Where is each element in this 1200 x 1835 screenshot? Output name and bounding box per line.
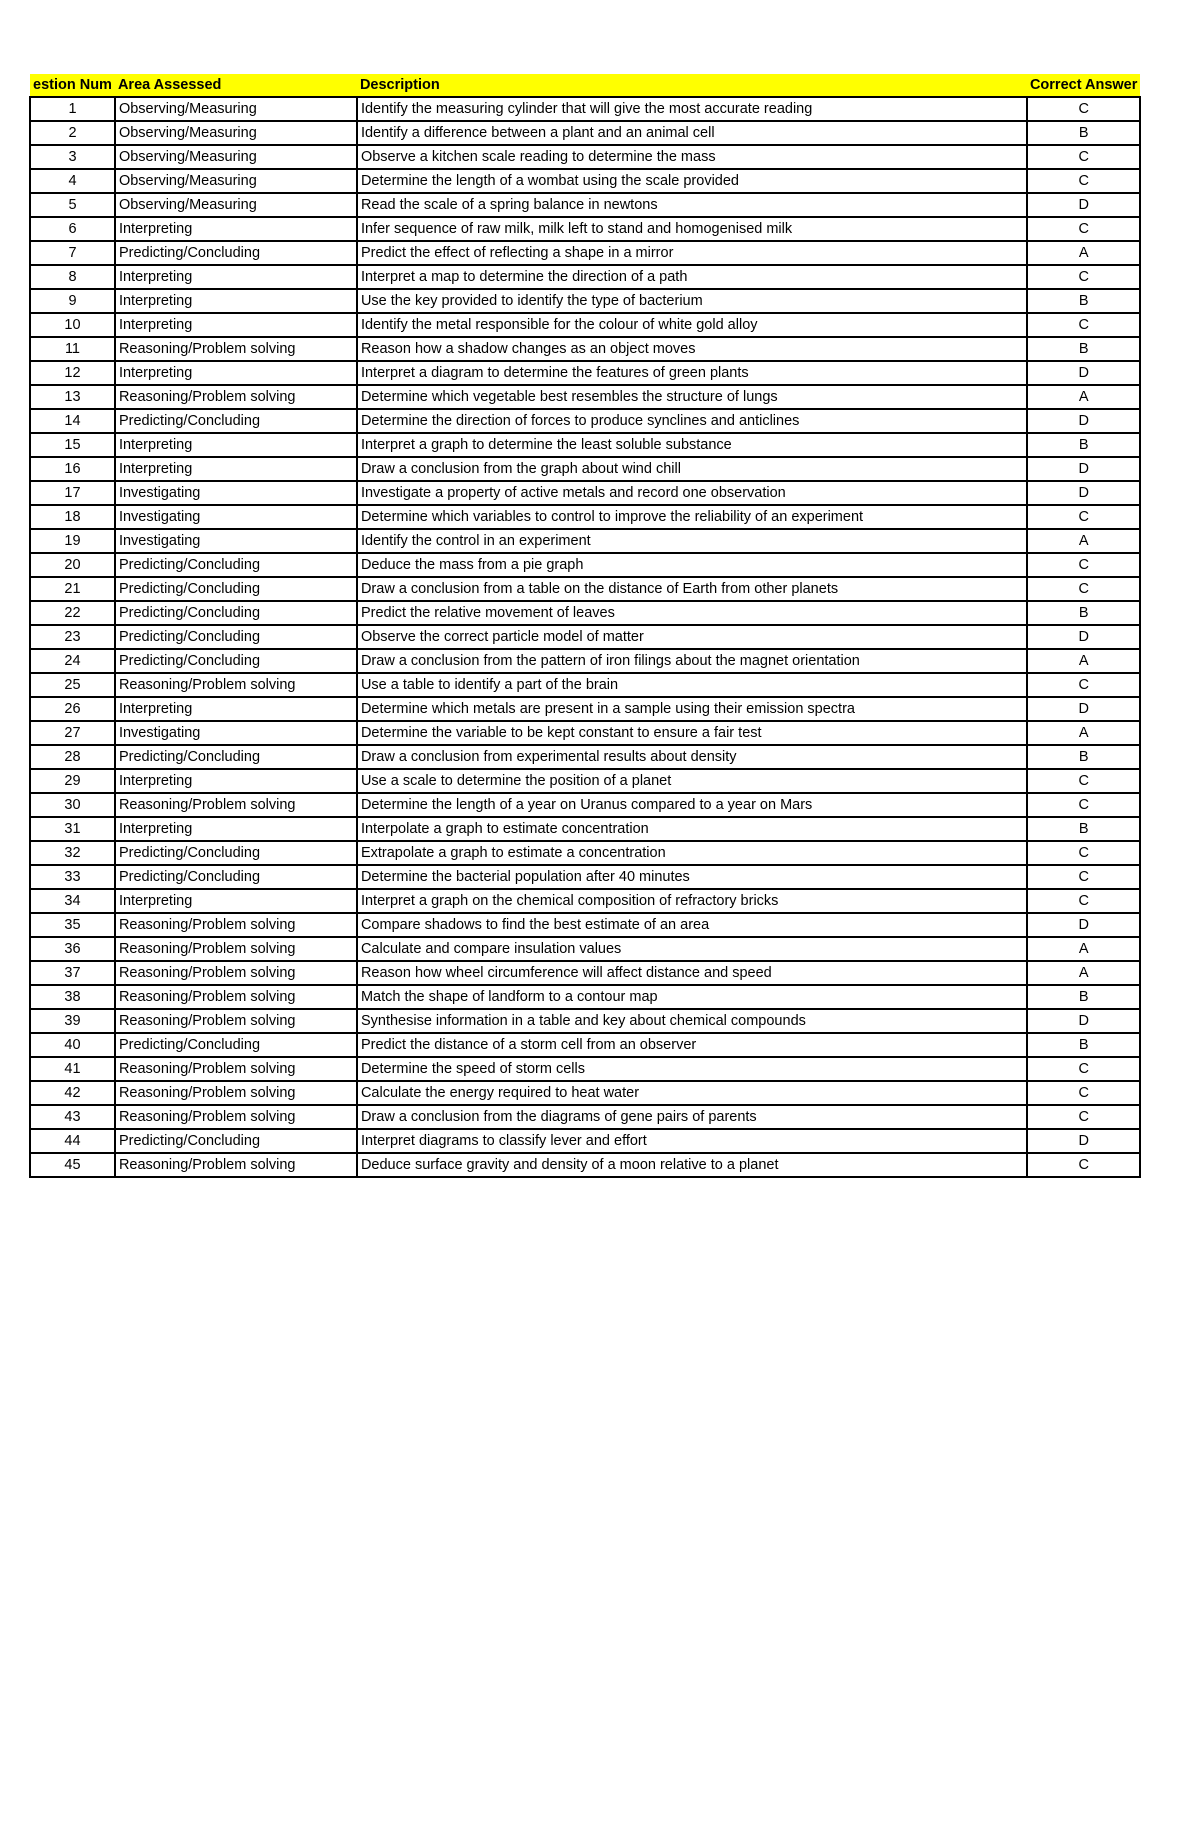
table-row [30, 289, 1140, 313]
correct-answer-cell[interactable]: D [1027, 1129, 1140, 1153]
area-assessed-cell[interactable]: Reasoning/Problem solving [115, 1153, 357, 1177]
correct-answer-cell[interactable]: A [1027, 721, 1140, 745]
question-number-cell[interactable]: 45 [30, 1153, 115, 1177]
description-cell[interactable]: Investigate a property of active metals and record one observation [357, 481, 1027, 505]
question-number-cell[interactable]: 39 [30, 1009, 115, 1033]
correct-answer-cell[interactable]: C [1027, 889, 1140, 913]
correct-answer-cell[interactable]: D [1027, 625, 1140, 649]
area-assessed-cell[interactable]: Predicting/Concluding [115, 241, 357, 265]
description-cell[interactable]: Reason how a shadow changes as an object moves [357, 337, 1027, 361]
question-number-cell[interactable]: 36 [30, 937, 115, 961]
table-row [30, 601, 1140, 625]
area-assessed-cell[interactable]: Predicting/Concluding [115, 409, 357, 433]
description-cell[interactable]: Identify the measuring cylinder that will give the most accurate reading [357, 97, 1027, 121]
question-number-cell[interactable]: 35 [30, 913, 115, 937]
question-number-cell[interactable]: 17 [30, 481, 115, 505]
correct-answer-cell[interactable]: C [1027, 169, 1140, 193]
correct-answer-cell[interactable]: C [1027, 769, 1140, 793]
correct-answer-cell[interactable]: C [1027, 265, 1140, 289]
description-cell[interactable]: Identify the metal responsible for the colour of white gold alloy [357, 313, 1027, 337]
area-assessed-cell[interactable]: Investigating [115, 721, 357, 745]
table-row [30, 577, 1140, 601]
question-number-cell[interactable]: 12 [30, 361, 115, 385]
correct-answer-cell[interactable]: A [1027, 961, 1140, 985]
table-row [30, 625, 1140, 649]
description-cell[interactable]: Observe a kitchen scale reading to determine the mass [357, 145, 1027, 169]
description-cell[interactable]: Synthesise information in a table and key about chemical compounds [357, 1009, 1027, 1033]
table-row [30, 793, 1140, 817]
area-assessed-cell[interactable]: Predicting/Concluding [115, 649, 357, 673]
area-assessed-cell[interactable]: Predicting/Concluding [115, 1129, 357, 1153]
description-cell[interactable]: Use the key provided to identify the type of bacterium [357, 289, 1027, 313]
area-assessed-cell[interactable]: Reasoning/Problem solving [115, 337, 357, 361]
table-row [30, 673, 1140, 697]
description-cell[interactable]: Deduce surface gravity and density of a moon relative to a planet [357, 1153, 1027, 1177]
area-assessed-cell[interactable]: Interpreting [115, 817, 357, 841]
description-cell[interactable]: Compare shadows to find the best estimate of an area [357, 913, 1027, 937]
table-row [30, 985, 1140, 1009]
correct-answer-cell[interactable]: D [1027, 913, 1140, 937]
area-assessed-cell[interactable]: Predicting/Concluding [115, 841, 357, 865]
area-assessed-cell[interactable]: Investigating [115, 529, 357, 553]
description-cell[interactable]: Identify a difference between a plant and an animal cell [357, 121, 1027, 145]
description-cell[interactable]: Calculate and compare insulation values [357, 937, 1027, 961]
answer-key-table [29, 74, 1141, 1178]
area-assessed-cell[interactable]: Investigating [115, 481, 357, 505]
table-row [30, 649, 1140, 673]
area-assessed-cell[interactable]: Observing/Measuring [115, 193, 357, 217]
question-number-cell[interactable]: 20 [30, 553, 115, 577]
correct-answer-cell[interactable]: C [1027, 577, 1140, 601]
question-number-cell[interactable]: 40 [30, 1033, 115, 1057]
area-assessed-cell[interactable]: Predicting/Concluding [115, 553, 357, 577]
correct-answer-cell[interactable]: A [1027, 385, 1140, 409]
question-number-cell[interactable]: 33 [30, 865, 115, 889]
description-cell[interactable]: Determine which vegetable best resembles the structure of lungs [357, 385, 1027, 409]
question-number-cell[interactable]: 42 [30, 1081, 115, 1105]
correct-answer-cell[interactable]: C [1027, 1105, 1140, 1129]
correct-answer-cell[interactable]: C [1027, 841, 1140, 865]
question-number-cell[interactable]: 4 [30, 169, 115, 193]
correct-answer-cell[interactable]: B [1027, 817, 1140, 841]
description-cell[interactable]: Determine which variables to control to improve the reliability of an experiment [357, 505, 1027, 529]
table-row [30, 409, 1140, 433]
header-area-assessed[interactable]: Area Assessed [115, 74, 357, 97]
question-number-cell[interactable]: 30 [30, 793, 115, 817]
table-row [30, 1129, 1140, 1153]
table-row [30, 889, 1140, 913]
question-number-cell[interactable]: 6 [30, 217, 115, 241]
area-assessed-cell[interactable]: Predicting/Concluding [115, 625, 357, 649]
table-body [30, 97, 1140, 1177]
table-row [30, 481, 1140, 505]
area-assessed-cell[interactable]: Reasoning/Problem solving [115, 673, 357, 697]
correct-answer-cell[interactable]: A [1027, 241, 1140, 265]
description-cell[interactable]: Interpret diagrams to classify lever and effort [357, 1129, 1027, 1153]
area-assessed-cell[interactable]: Interpreting [115, 769, 357, 793]
correct-answer-cell[interactable]: C [1027, 217, 1140, 241]
correct-answer-cell[interactable]: B [1027, 121, 1140, 145]
area-assessed-cell[interactable]: Predicting/Concluding [115, 601, 357, 625]
table-row [30, 505, 1140, 529]
description-cell[interactable]: Determine the length of a year on Uranus compared to a year on Mars [357, 793, 1027, 817]
area-assessed-cell[interactable]: Predicting/Concluding [115, 865, 357, 889]
header-row-group [30, 74, 1140, 97]
description-cell[interactable]: Interpolate a graph to estimate concentration [357, 817, 1027, 841]
area-assessed-cell[interactable]: Interpreting [115, 457, 357, 481]
description-cell[interactable]: Predict the distance of a storm cell from an observer [357, 1033, 1027, 1057]
question-number-cell[interactable]: 34 [30, 889, 115, 913]
area-assessed-cell[interactable]: Interpreting [115, 433, 357, 457]
table-row [30, 217, 1140, 241]
table-row [30, 1153, 1140, 1177]
area-assessed-cell[interactable]: Observing/Measuring [115, 145, 357, 169]
area-assessed-cell[interactable]: Reasoning/Problem solving [115, 985, 357, 1009]
question-number-cell[interactable]: 2 [30, 121, 115, 145]
question-number-cell[interactable]: 3 [30, 145, 115, 169]
correct-answer-cell[interactable]: B [1027, 289, 1140, 313]
question-number-cell[interactable]: 28 [30, 745, 115, 769]
table-row [30, 865, 1140, 889]
description-cell[interactable]: Match the shape of landform to a contour map [357, 985, 1027, 1009]
table-row [30, 529, 1140, 553]
question-number-cell[interactable]: 14 [30, 409, 115, 433]
correct-answer-cell[interactable]: C [1027, 505, 1140, 529]
question-number-cell[interactable]: 31 [30, 817, 115, 841]
correct-answer-cell[interactable]: D [1027, 1009, 1140, 1033]
table-row [30, 841, 1140, 865]
description-cell[interactable]: Draw a conclusion from the graph about wind chill [357, 457, 1027, 481]
description-cell[interactable]: Extrapolate a graph to estimate a concentration [357, 841, 1027, 865]
description-cell[interactable]: Deduce the mass from a pie graph [357, 553, 1027, 577]
description-cell[interactable]: Determine the length of a wombat using the scale provided [357, 169, 1027, 193]
description-cell[interactable]: Determine the direction of forces to produce synclines and anticlines [357, 409, 1027, 433]
area-assessed-cell[interactable]: Investigating [115, 505, 357, 529]
table-row [30, 697, 1140, 721]
description-cell[interactable]: Reason how wheel circumference will affect distance and speed [357, 961, 1027, 985]
correct-answer-cell[interactable]: D [1027, 481, 1140, 505]
table-row [30, 457, 1140, 481]
area-assessed-cell[interactable]: Observing/Measuring [115, 121, 357, 145]
area-assessed-cell[interactable]: Observing/Measuring [115, 97, 357, 121]
header-description[interactable]: Description [357, 74, 1027, 97]
table-row [30, 1009, 1140, 1033]
table-row [30, 361, 1140, 385]
question-number-cell[interactable]: 10 [30, 313, 115, 337]
table-row [30, 313, 1140, 337]
table-row [30, 265, 1140, 289]
table-row [30, 1105, 1140, 1129]
description-cell[interactable]: Draw a conclusion from the pattern of iron filings about the magnet orientation [357, 649, 1027, 673]
header-question-number[interactable]: estion Num [30, 74, 115, 97]
area-assessed-cell[interactable]: Predicting/Concluding [115, 745, 357, 769]
question-number-cell[interactable]: 23 [30, 625, 115, 649]
question-number-cell[interactable]: 26 [30, 697, 115, 721]
question-number-cell[interactable]: 7 [30, 241, 115, 265]
question-number-cell[interactable]: 13 [30, 385, 115, 409]
area-assessed-cell[interactable]: Reasoning/Problem solving [115, 1009, 357, 1033]
correct-answer-cell[interactable]: B [1027, 433, 1140, 457]
area-assessed-cell[interactable]: Predicting/Concluding [115, 577, 357, 601]
area-assessed-cell[interactable]: Predicting/Concluding [115, 1033, 357, 1057]
correct-answer-cell[interactable]: D [1027, 697, 1140, 721]
description-cell[interactable]: Predict the effect of reflecting a shape in a mirror [357, 241, 1027, 265]
answer-key-sheet [29, 74, 1141, 1178]
area-assessed-cell[interactable]: Interpreting [115, 889, 357, 913]
question-number-cell[interactable]: 5 [30, 193, 115, 217]
description-cell[interactable]: Determine the variable to be kept constant to ensure a fair test [357, 721, 1027, 745]
question-number-cell[interactable]: 9 [30, 289, 115, 313]
correct-answer-cell[interactable]: B [1027, 337, 1140, 361]
question-number-cell[interactable]: 41 [30, 1057, 115, 1081]
description-cell[interactable]: Interpret a graph to determine the least soluble substance [357, 433, 1027, 457]
description-cell[interactable]: Interpret a diagram to determine the features of green plants [357, 361, 1027, 385]
description-cell[interactable]: Draw a conclusion from experimental results about density [357, 745, 1027, 769]
description-cell[interactable]: Identify the control in an experiment [357, 529, 1027, 553]
correct-answer-cell[interactable]: C [1027, 865, 1140, 889]
table-row [30, 385, 1140, 409]
description-cell[interactable]: Use a scale to determine the position of a planet [357, 769, 1027, 793]
question-number-cell[interactable]: 19 [30, 529, 115, 553]
correct-answer-cell[interactable]: C [1027, 1057, 1140, 1081]
description-cell[interactable]: Predict the relative movement of leaves [357, 601, 1027, 625]
correct-answer-cell[interactable]: C [1027, 673, 1140, 697]
correct-answer-cell[interactable]: A [1027, 937, 1140, 961]
question-number-cell[interactable]: 25 [30, 673, 115, 697]
question-number-cell[interactable]: 8 [30, 265, 115, 289]
table-row [30, 193, 1140, 217]
correct-answer-cell[interactable]: A [1027, 649, 1140, 673]
correct-answer-cell[interactable]: C [1027, 313, 1140, 337]
table-row [30, 913, 1140, 937]
question-number-cell[interactable]: 1 [30, 97, 115, 121]
area-assessed-cell[interactable]: Reasoning/Problem solving [115, 937, 357, 961]
description-cell[interactable]: Observe the correct particle model of matter [357, 625, 1027, 649]
description-cell[interactable]: Determine the bacterial population after 40 minutes [357, 865, 1027, 889]
description-cell[interactable]: Draw a conclusion from a table on the distance of Earth from other planets [357, 577, 1027, 601]
table-row [30, 1033, 1140, 1057]
description-cell[interactable]: Determine the speed of storm cells [357, 1057, 1027, 1081]
table-row [30, 721, 1140, 745]
description-cell[interactable]: Determine which metals are present in a sample using their emission spectra [357, 697, 1027, 721]
question-number-cell[interactable]: 27 [30, 721, 115, 745]
correct-answer-cell[interactable]: C [1027, 553, 1140, 577]
table-row [30, 961, 1140, 985]
area-assessed-cell[interactable]: Interpreting [115, 265, 357, 289]
header-correct-answer[interactable]: Correct Answer [1027, 74, 1140, 97]
area-assessed-cell[interactable]: Reasoning/Problem solving [115, 961, 357, 985]
question-number-cell[interactable]: 24 [30, 649, 115, 673]
question-number-cell[interactable]: 37 [30, 961, 115, 985]
correct-answer-cell[interactable]: A [1027, 529, 1140, 553]
correct-answer-cell[interactable]: C [1027, 145, 1140, 169]
table-row [30, 241, 1140, 265]
correct-answer-cell[interactable]: B [1027, 601, 1140, 625]
question-number-cell[interactable]: 16 [30, 457, 115, 481]
question-number-cell[interactable]: 21 [30, 577, 115, 601]
description-cell[interactable]: Infer sequence of raw milk, milk left to stand and homogenised milk [357, 217, 1027, 241]
correct-answer-cell[interactable]: B [1027, 745, 1140, 769]
question-number-cell[interactable]: 22 [30, 601, 115, 625]
area-assessed-cell[interactable]: Interpreting [115, 289, 357, 313]
area-assessed-cell[interactable]: Reasoning/Problem solving [115, 793, 357, 817]
area-assessed-cell[interactable]: Interpreting [115, 361, 357, 385]
correct-answer-cell[interactable]: B [1027, 1033, 1140, 1057]
table-row [30, 169, 1140, 193]
description-cell[interactable]: Draw a conclusion from the diagrams of gene pairs of parents [357, 1105, 1027, 1129]
correct-answer-cell[interactable]: C [1027, 97, 1140, 121]
question-number-cell[interactable]: 11 [30, 337, 115, 361]
area-assessed-cell[interactable]: Reasoning/Problem solving [115, 1057, 357, 1081]
correct-answer-cell[interactable]: D [1027, 361, 1140, 385]
table-row [30, 1081, 1140, 1105]
area-assessed-cell[interactable]: Reasoning/Problem solving [115, 385, 357, 409]
area-assessed-cell[interactable]: Reasoning/Problem solving [115, 913, 357, 937]
question-number-cell[interactable]: 15 [30, 433, 115, 457]
area-assessed-cell[interactable]: Interpreting [115, 697, 357, 721]
question-number-cell[interactable]: 44 [30, 1129, 115, 1153]
area-assessed-cell[interactable]: Interpreting [115, 313, 357, 337]
correct-answer-cell[interactable]: D [1027, 457, 1140, 481]
description-cell[interactable]: Read the scale of a spring balance in newtons [357, 193, 1027, 217]
question-number-cell[interactable]: 43 [30, 1105, 115, 1129]
correct-answer-cell[interactable]: C [1027, 1153, 1140, 1177]
correct-answer-cell[interactable]: D [1027, 409, 1140, 433]
table-row [30, 1057, 1140, 1081]
table-row [30, 553, 1140, 577]
header-row [30, 74, 1140, 97]
correct-answer-cell[interactable]: C [1027, 793, 1140, 817]
area-assessed-cell[interactable]: Interpreting [115, 217, 357, 241]
table-row [30, 769, 1140, 793]
question-number-cell[interactable]: 18 [30, 505, 115, 529]
table-row [30, 433, 1140, 457]
table-row [30, 817, 1140, 841]
table-row [30, 745, 1140, 769]
area-assessed-cell[interactable]: Reasoning/Problem solving [115, 1105, 357, 1129]
table-row [30, 145, 1140, 169]
correct-answer-cell[interactable]: B [1027, 985, 1140, 1009]
description-cell[interactable]: Interpret a map to determine the direction of a path [357, 265, 1027, 289]
correct-answer-cell[interactable]: C [1027, 1081, 1140, 1105]
area-assessed-cell[interactable]: Observing/Measuring [115, 169, 357, 193]
question-number-cell[interactable]: 29 [30, 769, 115, 793]
correct-answer-cell[interactable]: D [1027, 193, 1140, 217]
area-assessed-cell[interactable]: Reasoning/Problem solving [115, 1081, 357, 1105]
description-cell[interactable]: Use a table to identify a part of the brain [357, 673, 1027, 697]
description-cell[interactable]: Interpret a graph on the chemical composition of refractory bricks [357, 889, 1027, 913]
description-cell[interactable]: Calculate the energy required to heat water [357, 1081, 1027, 1105]
table-row [30, 337, 1140, 361]
table-row [30, 121, 1140, 145]
question-number-cell[interactable]: 38 [30, 985, 115, 1009]
table-row [30, 97, 1140, 121]
question-number-cell[interactable]: 32 [30, 841, 115, 865]
table-row [30, 937, 1140, 961]
